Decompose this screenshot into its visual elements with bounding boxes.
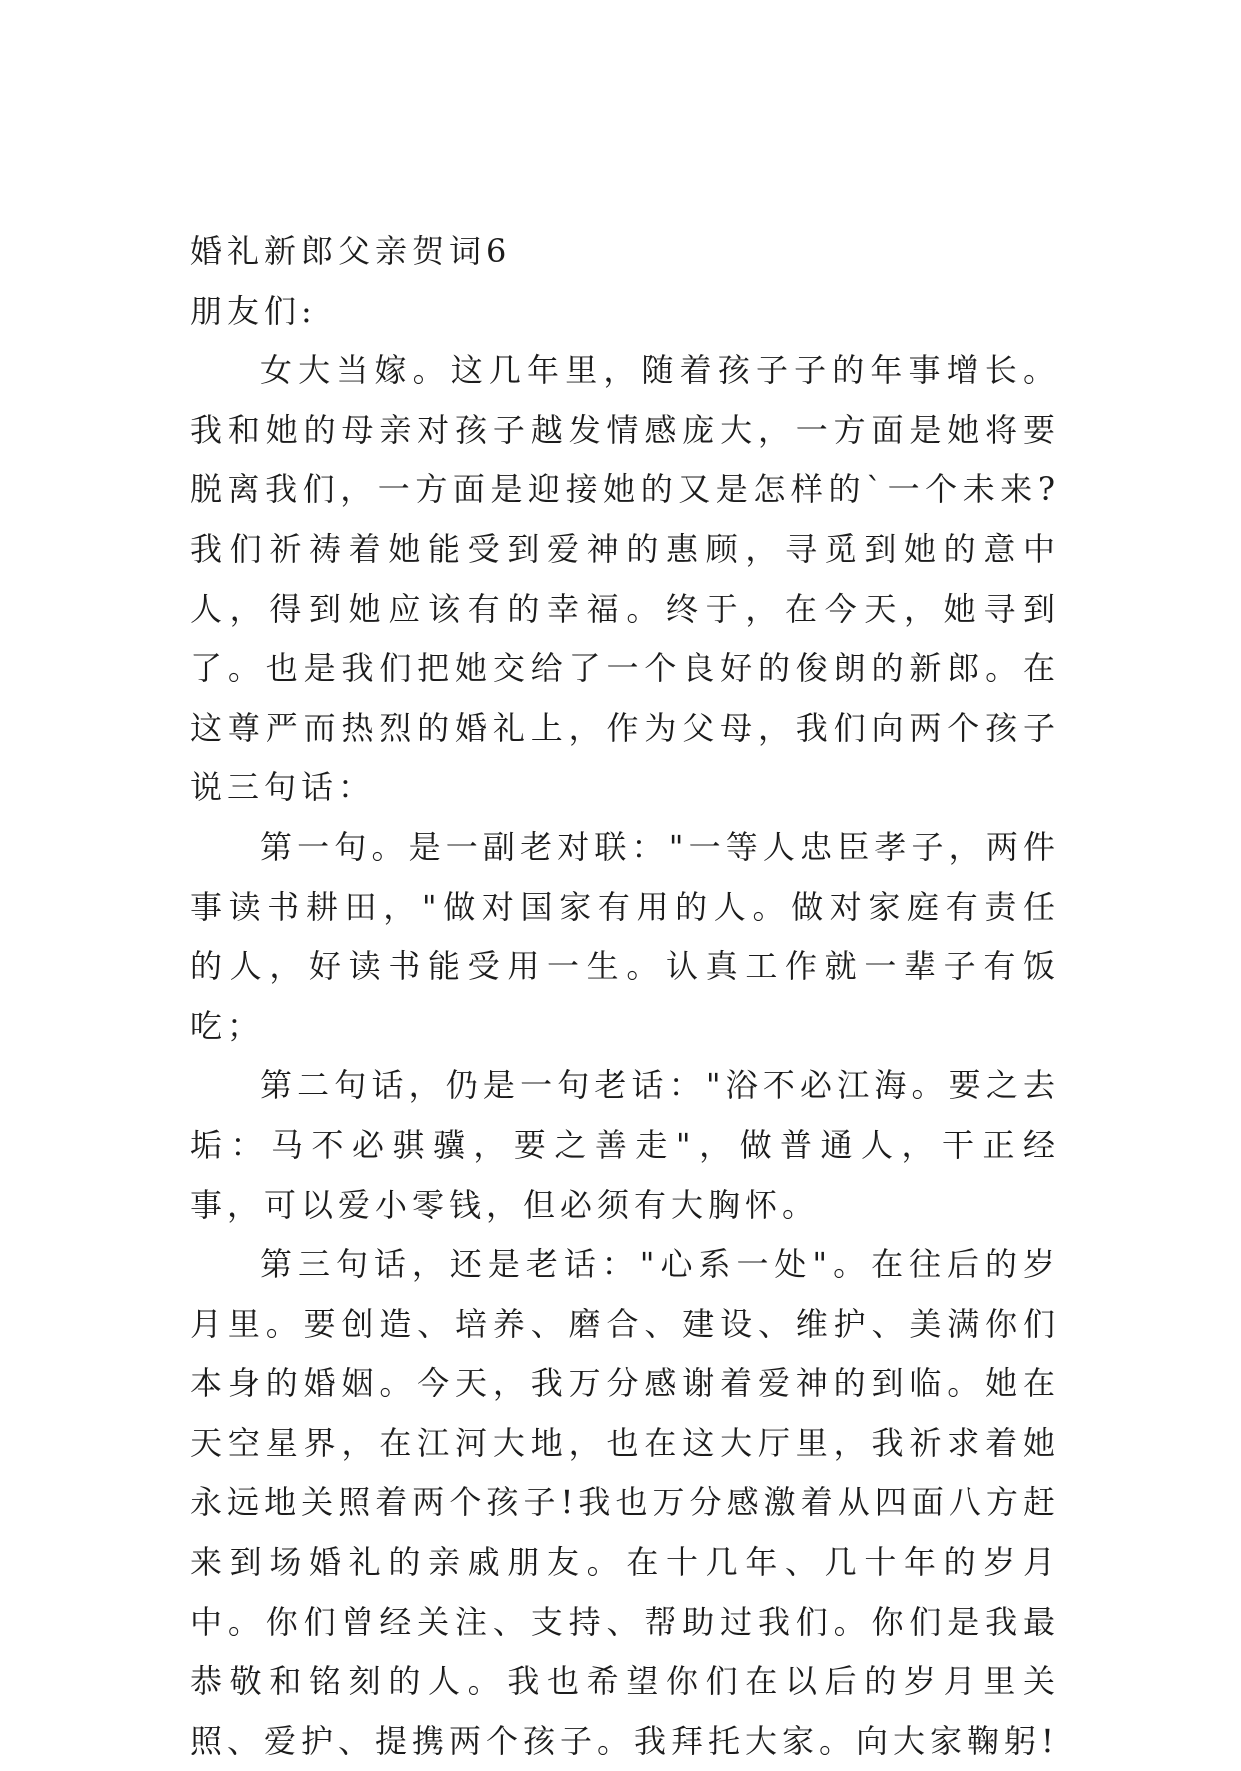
salutation: 朋友们: <box>190 291 317 330</box>
paragraph: 第一句。是一副老对联："一等人忠臣孝子，两件事读书耕田，"做对国家有用的人。做对家庭有责任的人，好读书能受用一生。认真工作就一辈子有饭吃； <box>190 827 1060 1045</box>
document-title: 婚礼新郎父亲贺词6 <box>190 232 512 270</box>
document-body <box>190 222 1060 1771</box>
paragraph: 第三句话，还是老话："心系一处"。在往后的岁月里。要创造、培养、磨合、建设、维护、美满你们本身的婚姻。今天，我万分感谢着爱神的到临。她在天空星界，在江河大地，也在这大厅里，我祈求着她永远地关照着两个孩子!我也万分感激着从四面八方赶来到场婚礼的亲戚朋友。在十几年、几十年的岁月中。你们曾经关注、支持、帮助过我们。你们是我最恭敬和铭刻的人。我也希望你们在以后的岁月里关照、爱护、提携两个孩子。我拜托大家。向大家鞠躬! <box>190 1245 1060 1760</box>
paragraph: 女大当嫁。这几年里，随着孩子子的年事增长。我和她的母亲对孩子越发情感庞大，一方面是她将要脱离我们，一方面是迎接她的又是怎样的`一个未来?我们祈祷着她能受到爱神的惠顾，寻觅到她的意中人，得到她应该有的幸福。终于，在今天，她寻到了。也是我们把她交给了一个良好的俊朗的新郎。在这尊严而热烈的婚礼上，作为父母，我们向两个孩子说三句话： <box>190 351 1060 807</box>
paragraph: 第二句话，仍是一句老话："浴不必江海。要之去垢：马不必骐骥，要之善走"，做普通人，干正经事，可以爱小零钱，但必须有大胸怀。 <box>190 1066 1060 1224</box>
